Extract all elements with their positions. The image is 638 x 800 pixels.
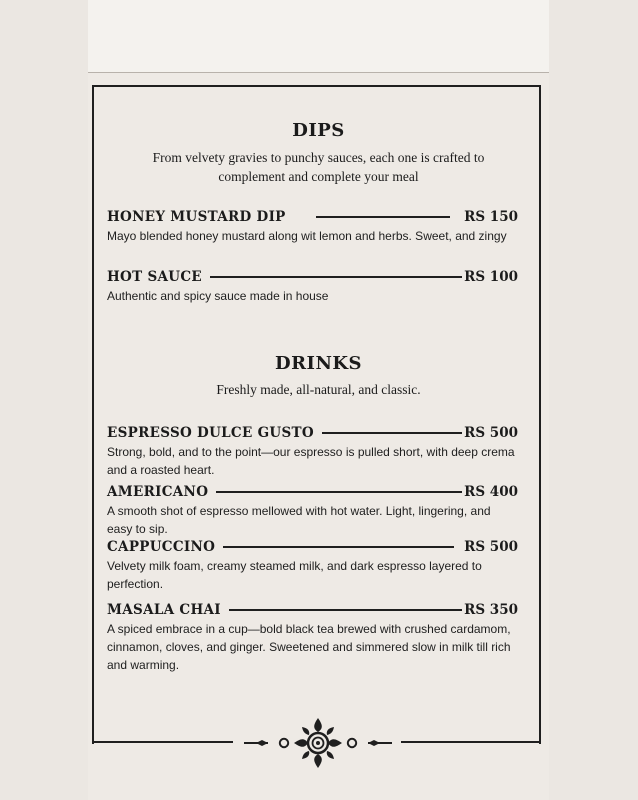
item-price: RS 500 <box>464 425 518 441</box>
item-description: Authentic and spicy sauce made in house <box>107 289 329 303</box>
dips-subtitle: From velvety gravies to punchy sauces, each one is crafted to complement and complete your meal <box>152 150 485 184</box>
item-description: Mayo blended honey mustard along wit lemon and herbs. Sweet, and zingy <box>107 229 507 243</box>
menu-item-cappuccino <box>107 538 518 593</box>
item-name: HONEY MUSTARD DIP <box>107 209 286 225</box>
item-header <box>107 268 518 286</box>
dips-title: DIPS <box>292 120 345 141</box>
item-description: Velvety milk foam, creamy steamed milk, and dark espresso layered to perfection. <box>107 559 482 591</box>
item-description: Strong, bold, and to the point—our espresso is pulled short, with deep crema and a roasted heart. <box>107 445 515 477</box>
menu-item-americano <box>107 483 518 538</box>
item-leader-line <box>322 432 462 434</box>
item-header <box>107 208 518 226</box>
item-name: CAPPUCCINO <box>107 539 216 555</box>
item-description: A spiced embrace in a cup—bold black tea brewed with crushed cardamom, cinnamon, cloves, and ginger. Sweetened and simmered slow in milk till rich and warming. <box>107 622 511 672</box>
item-name: AMERICANO <box>107 484 209 500</box>
menu-item-masala-chai <box>107 601 518 674</box>
menu-item-espresso-dulce-gusto <box>107 424 518 479</box>
item-leader-line <box>216 491 462 493</box>
item-description: A smooth shot of espresso mellowed with hot water. Light, lingering, and easy to sip. <box>107 504 491 536</box>
item-price: RS 500 <box>464 539 518 555</box>
top-blank-panel <box>88 0 549 73</box>
item-name: HOT SAUCE <box>107 269 202 285</box>
floral-ornament-icon <box>238 716 398 772</box>
item-leader-line <box>316 216 451 218</box>
item-header <box>107 601 518 619</box>
item-price: RS 350 <box>464 602 518 618</box>
item-header <box>107 424 518 442</box>
drinks-title: DRINKS <box>274 353 363 374</box>
menu-page <box>88 73 549 800</box>
item-price: RS 100 <box>464 269 518 285</box>
item-leader-line <box>223 546 454 548</box>
menu-item-honey-mustard-dip <box>107 208 518 245</box>
item-price: RS 400 <box>464 484 518 500</box>
item-leader-line <box>229 609 462 611</box>
item-price: RS 150 <box>464 209 518 225</box>
item-header <box>107 538 518 556</box>
bottom-rule-left <box>92 741 233 743</box>
item-header <box>107 483 518 501</box>
item-leader-line <box>210 276 462 278</box>
item-name: ESPRESSO DULCE GUSTO <box>107 425 314 441</box>
item-name: MASALA CHAI <box>107 602 221 618</box>
bottom-rule-right <box>401 741 541 743</box>
menu-item-hot-sauce <box>107 268 518 305</box>
drinks-subtitle: Freshly made, all-natural, and classic. <box>216 382 421 397</box>
